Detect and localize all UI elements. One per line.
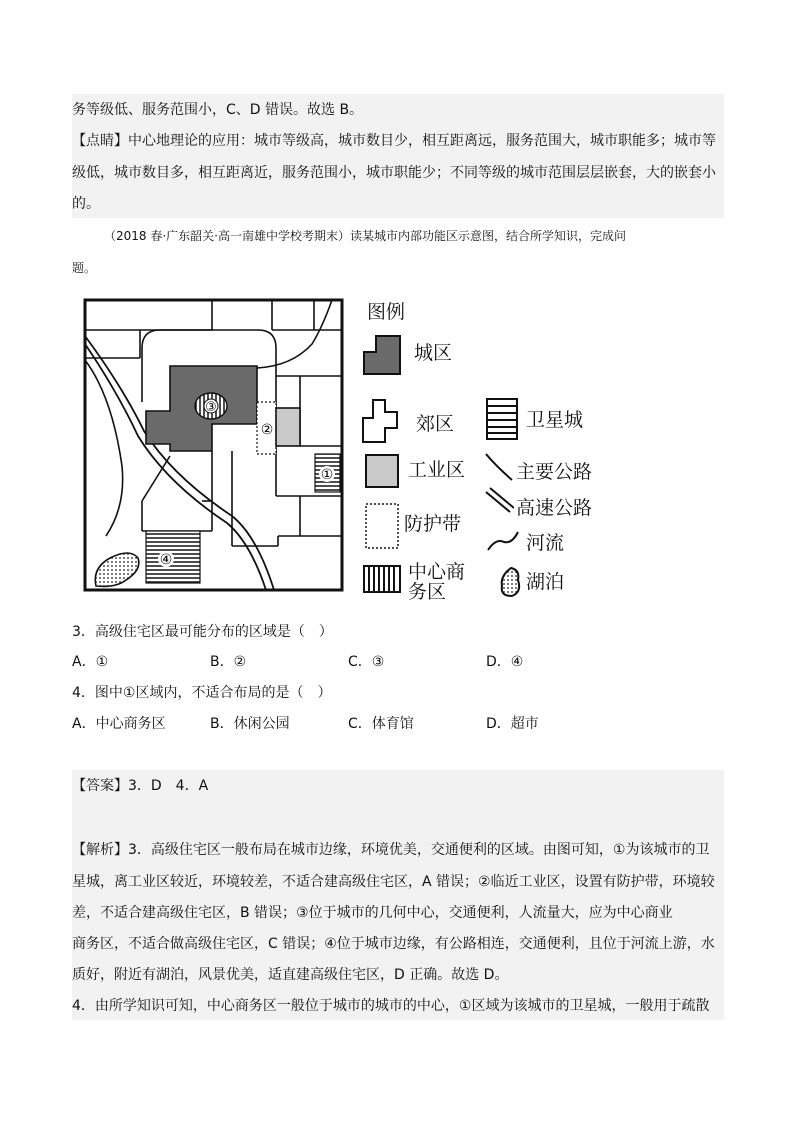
intro-text1: 读某城市内部功能区示意图，结合所学知识，完成问	[349, 229, 626, 243]
legend-highway: 高速公路	[516, 497, 593, 519]
legend-suburb: 郊区	[416, 413, 455, 435]
city-function-map	[82, 296, 382, 606]
analysis-label: 【解析】	[72, 842, 128, 858]
marker-1: ①	[320, 467, 334, 483]
analysis-line1	[72, 840, 709, 860]
marker-2: ②	[260, 422, 274, 438]
dianjing-line3: 的。	[72, 196, 100, 212]
analysis-text1: 3．高级住宅区一般布局在城市边缘，环境优美，交通便利的区域。由图可知，①为该城市的卫	[128, 842, 710, 858]
dianjing-label: 【点睛】	[72, 133, 128, 149]
marker-4: ④	[159, 552, 173, 568]
intro-source: （2018 春·广东韶关·高一南雄中学校考期末）	[104, 229, 350, 243]
legend-urban: 城区	[414, 342, 453, 364]
analysis-line3: 差，不适合建高级住宅区，B 错误；③位于城市的几何中心，交通便利，人流量大，应为中心商业	[72, 905, 673, 921]
legend-lake: 湖泊	[526, 571, 565, 593]
analysis-line6: 4．由所学知识可知，中心商务区一般位于城市的城市的中心，①区域为该城市的卫星城，一般用于疏散	[72, 998, 710, 1014]
q4-stem: 4．图中①区域内，不适合布局的是（ ）	[72, 685, 332, 701]
legend-river-swatch	[486, 530, 520, 552]
analysis-line4: 商务区，不适合做高级住宅区，C 错误；④位于城市边缘，有公路相连，交通便利，且位于河流上游，水	[72, 936, 715, 952]
q4-option-c: C．体育馆	[348, 716, 414, 732]
marker-3: ③	[205, 400, 217, 415]
legend-cbd-line2: 务区	[408, 581, 447, 603]
answer-text: 3．D 4．A	[128, 778, 209, 794]
legend-buffer-swatch	[365, 503, 399, 549]
industrial-zone	[276, 408, 300, 446]
q3-stem: 3．高级住宅区最可能分布的区域是（ ）	[72, 624, 333, 640]
analysis-line2: 星城，离工业区较近，环境较差，不适合建高级住宅区，A 错误；②临近工业区，设置有防护带，环境较	[72, 874, 715, 890]
q4-option-a: A．中心商务区	[72, 716, 166, 732]
legend-title: 图例	[367, 301, 406, 323]
legend-highway-swatch	[484, 486, 514, 516]
intro-line1	[104, 226, 626, 246]
legend-buffer: 防护带	[404, 513, 462, 535]
legend-river: 河流	[526, 532, 565, 554]
legend-lake-swatch	[498, 566, 524, 598]
legend-industrial-swatch	[365, 454, 399, 488]
legend-cbd-swatch	[363, 565, 401, 593]
answer-line	[72, 776, 208, 796]
legend-satellite-swatch	[486, 398, 518, 440]
dianjing-line2: 级低，城市数目多，相互距离近，服务范围小，城市职能少；不同等级的城市范围层层嵌套，大的嵌套小	[72, 165, 716, 181]
q4-option-b: B．休闲公园	[210, 716, 290, 732]
legend-main-road-swatch	[484, 452, 514, 482]
analysis-line5: 质好，附近有湖泊，风景优美，适直建高级住宅区，D 正确。故选 D。	[72, 967, 509, 983]
map-frame	[85, 300, 342, 590]
legend-cbd-line1: 中心商	[408, 561, 466, 583]
legend-urban-swatch	[362, 334, 402, 376]
q3-option-d: D．④	[486, 654, 524, 670]
intro-line2: 题。	[72, 261, 97, 275]
legend-main-road: 主要公路	[516, 461, 593, 483]
dianjing-text1: 中心地理论的应用：城市等级高，城市数目少，相互距离远，服务范围大，城市职能多；城市等	[128, 133, 716, 149]
dianjing-line1	[72, 131, 716, 151]
answer-label: 【答案】	[72, 778, 128, 794]
legend-suburb-swatch	[360, 398, 400, 444]
q4-option-d: D．超市	[486, 716, 539, 732]
legend-industrial: 工业区	[408, 459, 466, 481]
legend-satellite: 卫星城	[526, 409, 584, 431]
q3-option-c: C．③	[348, 654, 385, 670]
q3-option-a: A．①	[72, 654, 109, 670]
prev-solution-line1: 务等级低、服务范围小，C、D 错误。故选 B。	[72, 102, 364, 118]
q3-option-b: B．②	[210, 654, 247, 670]
